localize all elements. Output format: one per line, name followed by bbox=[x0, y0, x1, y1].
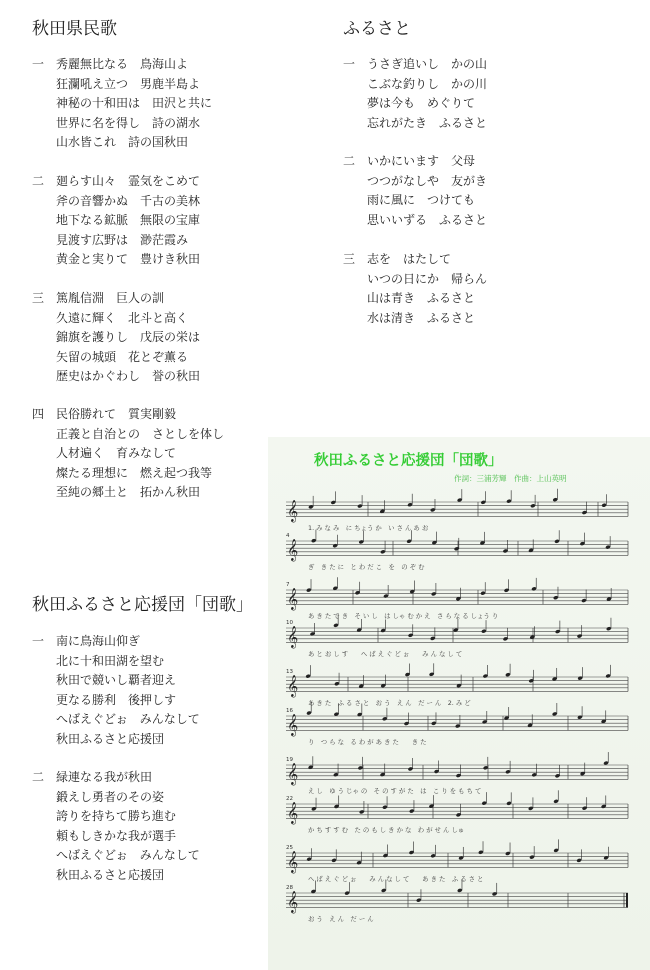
lyric-line: うさぎ追いし かの山 bbox=[367, 57, 488, 71]
lyric-line: 秋田で競いし覇者迎え bbox=[56, 673, 177, 688]
verse-block bbox=[32, 289, 200, 387]
lyric-line: 頼もしきかな我が選手 bbox=[56, 828, 177, 843]
lyric-line: 正義と自治との さとしを体し bbox=[56, 426, 225, 441]
measure-number: 4 bbox=[286, 533, 290, 539]
verse-block bbox=[32, 768, 200, 886]
verse-block bbox=[343, 55, 487, 133]
measure-number: 25 bbox=[286, 845, 293, 851]
verse-block bbox=[343, 152, 487, 230]
song3-title: 秋田ふるさと応援団「団歌」 bbox=[32, 595, 253, 615]
sheet-lyric-line: か ち す す む た の も し き か な わ が せ ん しゅ bbox=[308, 826, 465, 834]
sheet-music-credits: 作詞：三浦芳輝 作曲：上山英明 bbox=[454, 474, 567, 483]
lyric-line: 誇りを持ちて勝ち進む bbox=[56, 809, 176, 824]
sheet-music-image bbox=[268, 437, 650, 970]
sheet-lyric-line: 1. み な み に ちょう か い さ ん あ お bbox=[308, 524, 429, 532]
sheet-lyric-line: へ ば え ぐ ど ぉ み ん な し て あ き た ふ る さ と bbox=[308, 875, 484, 883]
lyric-line: 廻らす山々 霊気をこめて bbox=[56, 174, 201, 188]
treble-clef-icon: 𝄞 bbox=[287, 763, 299, 785]
measure-number: 10 bbox=[286, 620, 293, 626]
treble-clef-icon: 𝄞 bbox=[287, 891, 299, 913]
verse-number: 一 bbox=[32, 634, 45, 648]
lyric-line: 南に鳥海山仰ぎ bbox=[56, 634, 141, 648]
measure-number: 7 bbox=[286, 582, 290, 588]
verse-block bbox=[343, 250, 487, 328]
lyric-line: 久遠に輝く 北斗と高く bbox=[56, 310, 189, 325]
lyric-line: 秋田ふるさと応援団 bbox=[56, 867, 165, 882]
verse-number: 四 bbox=[32, 407, 45, 421]
verse-number: 一 bbox=[343, 57, 356, 71]
verse-number: 二 bbox=[32, 174, 45, 188]
lyric-line: 地下なる鉱脈 無限の宝庫 bbox=[56, 213, 201, 228]
measure-number: 28 bbox=[286, 885, 293, 891]
lyric-line: 至純の郷土と 拓かん秋田 bbox=[56, 485, 201, 500]
verse-block bbox=[32, 405, 224, 503]
lyric-line: 夢は今も めぐりて bbox=[367, 96, 476, 111]
verse-block bbox=[32, 632, 200, 750]
lyric-line: 見渡す広野は 渺茫霞み bbox=[56, 232, 189, 247]
lyric-line: 鍛えし勇者のその姿 bbox=[56, 789, 165, 804]
treble-clef-icon: 𝄞 bbox=[287, 539, 299, 561]
verse-number: 三 bbox=[343, 252, 356, 266]
measure-number: 19 bbox=[286, 757, 293, 763]
verse-number: 二 bbox=[343, 154, 356, 168]
lyric-line: いかにいます 父母 bbox=[367, 154, 476, 168]
sheet-lyric-line: あ き た で き そ い し は しゃ む か え さ ら な る しょう り bbox=[308, 612, 499, 620]
lyric-line: 民俗勝れて 質実剛毅 bbox=[56, 407, 177, 421]
lyric-line: 志を はたして bbox=[367, 252, 452, 266]
lyric-line: 矢留の城頭 花とぞ薫る bbox=[56, 349, 189, 364]
lyric-line: こぶな釣りし かの川 bbox=[367, 76, 488, 91]
lyric-line: 雨に風に つけても bbox=[367, 193, 476, 208]
lyric-line: 歴史はかぐわし 誉の秋田 bbox=[56, 369, 201, 384]
treble-clef-icon: 𝄞 bbox=[287, 588, 299, 610]
lyric-line: 狂瀾吼え立つ 男鹿半島よ bbox=[56, 76, 201, 91]
measure-number: 13 bbox=[286, 669, 293, 675]
measure-number: 16 bbox=[286, 708, 293, 714]
sheet-lyric-line: り つ ら な る わ が あ き た き た bbox=[308, 738, 427, 746]
lyric-line: 思いいずる ふるさと bbox=[367, 212, 488, 227]
lyric-line: 更なる勝利 後押しす bbox=[56, 692, 177, 707]
treble-clef-icon: 𝄞 bbox=[287, 851, 299, 873]
treble-clef-icon: 𝄞 bbox=[287, 675, 299, 697]
lyric-line: 秀麗無比なる 鳥海山よ bbox=[56, 57, 189, 71]
lyric-line: へばえぐどぉ みんなして bbox=[56, 712, 200, 727]
verse-number: 二 bbox=[32, 770, 45, 784]
song1-title: 秋田県民歌 bbox=[32, 19, 117, 39]
lyric-line: 北に十和田湖を望む bbox=[56, 653, 165, 668]
lyric-line: つつがなしや 友がき bbox=[367, 173, 488, 188]
verse-block bbox=[32, 172, 200, 270]
lyric-line: 燦たる理想に 燃え起つ我等 bbox=[56, 465, 213, 480]
lyric-line: へばえぐどぉ みんなして bbox=[56, 848, 200, 863]
lyric-line: 山水皆これ 詩の国秋田 bbox=[56, 135, 189, 150]
lyric-line: 錦旗を護りし 戊辰の栄は bbox=[56, 330, 201, 345]
sheet-music-title: 秋田ふるさと応援団「団歌」 bbox=[314, 453, 503, 469]
final-bar-thick bbox=[626, 893, 628, 907]
treble-clef-icon: 𝄞 bbox=[287, 802, 299, 824]
lyric-line: 世界に名を得し 詩の湖水 bbox=[56, 115, 201, 130]
lyric-line: 緑連なる我が秋田 bbox=[56, 770, 153, 784]
lyric-line: 斧の音響かぬ 千古の美林 bbox=[56, 193, 201, 208]
staff-systems bbox=[286, 489, 628, 923]
lyric-line: 篤胤信淵 巨人の訓 bbox=[56, 291, 165, 305]
treble-clef-icon: 𝄞 bbox=[287, 714, 299, 736]
measure-number: 22 bbox=[286, 796, 293, 802]
sheet-lyric-line: ぎ き た に と わ だ こ を の ぞ む bbox=[308, 563, 425, 571]
lyric-line: 黄金と実りて 豊けき秋田 bbox=[56, 252, 201, 267]
lyric-line: 神秘の十和田は 田沢と共に bbox=[56, 96, 213, 111]
treble-clef-icon: 𝄞 bbox=[287, 626, 299, 648]
verse-number: 一 bbox=[32, 57, 45, 71]
treble-clef-icon: 𝄞 bbox=[287, 500, 299, 522]
verse-block bbox=[32, 55, 212, 153]
lyric-line: いつの日にか 帰らん bbox=[367, 271, 488, 286]
lyric-line: 秋田ふるさと応援団 bbox=[56, 731, 165, 746]
verse-number: 三 bbox=[32, 291, 45, 305]
sheet-lyric-line: お う え ん だ ー ん bbox=[308, 915, 374, 923]
lyric-line: 人材遍く 育みなして bbox=[56, 446, 177, 461]
sheet-lyric-line: あ き た ふ る さ と お う え ん だ ー ん 2. み ど bbox=[308, 699, 471, 707]
lyric-line: 水は清き ふるさと bbox=[367, 310, 476, 325]
song2-title: ふるさと bbox=[343, 19, 411, 39]
sheet-lyric-line: え し ゆ う じゃ の そ の す が た は こ り を も ち て bbox=[308, 787, 482, 795]
lyric-line: 忘れがたき ふるさと bbox=[367, 115, 488, 130]
lyric-line: 山は青き ふるさと bbox=[367, 291, 476, 306]
sheet-lyric-line: あ と お し す へ ば え ぐ ど ぉ み ん な し て bbox=[308, 650, 463, 658]
